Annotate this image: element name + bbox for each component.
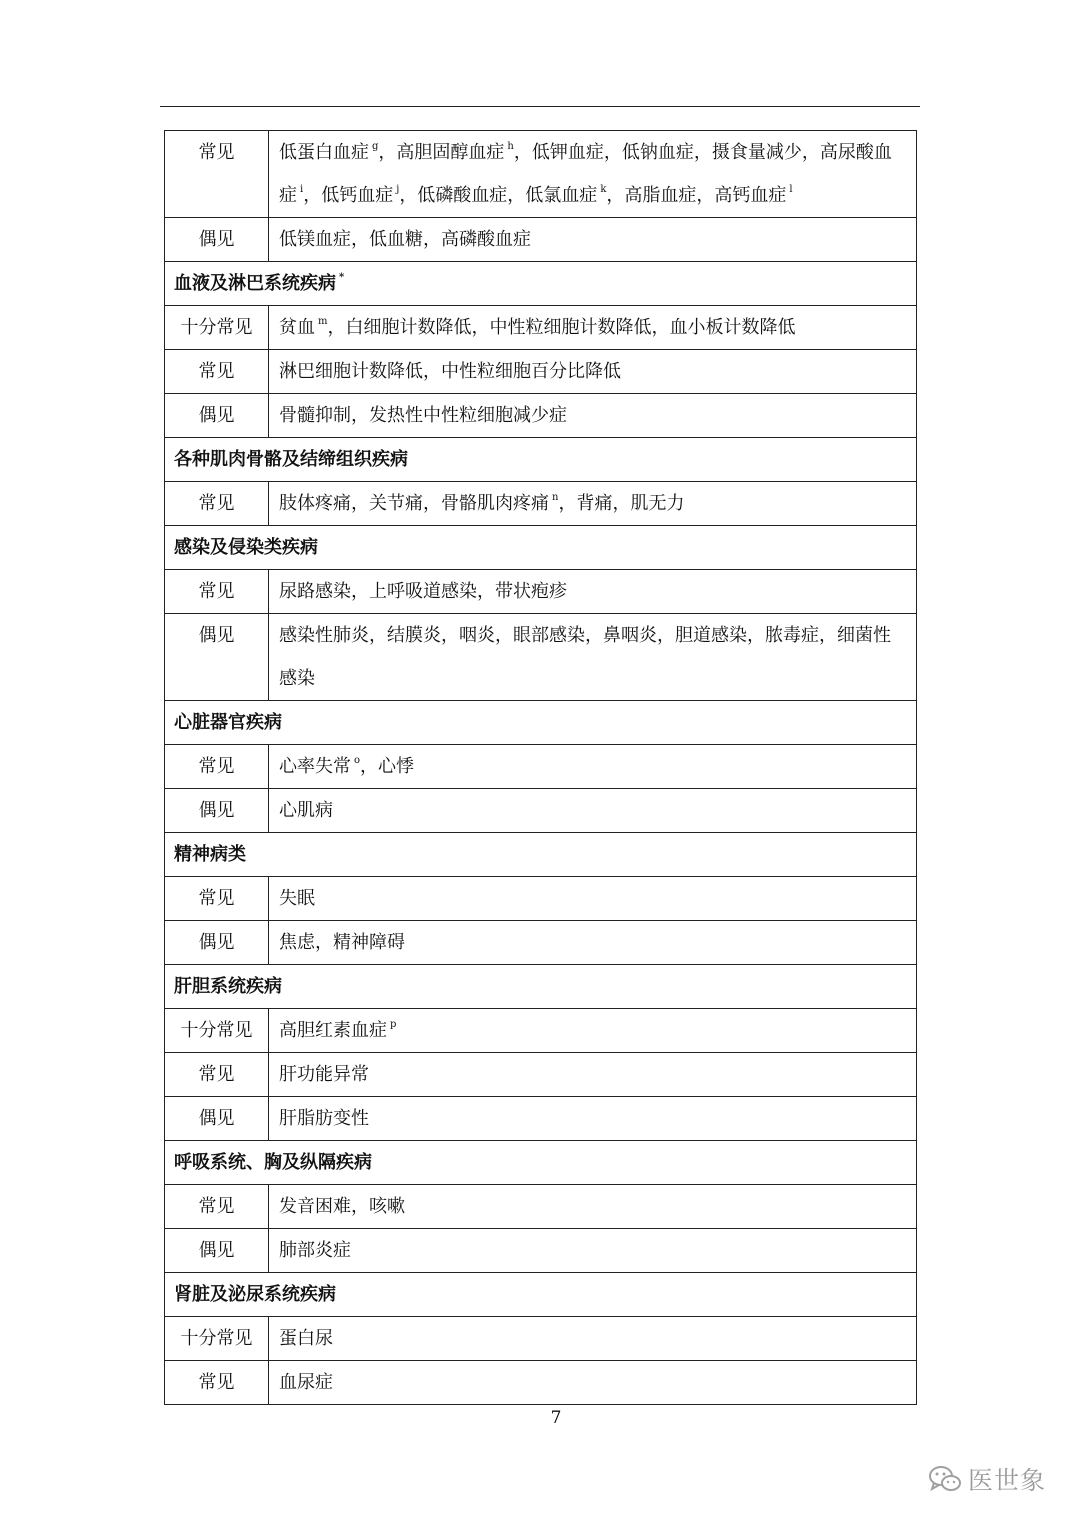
frequency-cell: 常见: [165, 745, 269, 789]
footnote-marker: j: [396, 184, 400, 195]
frequency-cell: 常见: [165, 877, 269, 921]
header-rule: [160, 106, 920, 107]
table-row: [165, 131, 917, 218]
category-cell: [165, 1141, 917, 1185]
terms-cell: [269, 1009, 917, 1053]
footnote-marker: k: [600, 184, 607, 195]
term-text: 心率失常: [279, 756, 351, 777]
term-text: ，背痛，肌无力: [558, 493, 685, 514]
term-text: ，高胆固醇血症: [378, 142, 505, 163]
term-text: 骨髓抑制，发热性中性粒细胞减少症: [279, 405, 567, 426]
category-cell: [165, 833, 917, 877]
terms-cell: [269, 482, 917, 526]
frequency-cell: 偶见: [165, 218, 269, 262]
term-text: 尿路感染，上呼吸道感染，带状疱疹: [279, 581, 567, 602]
table-row: [165, 789, 917, 833]
table-row: [165, 1229, 917, 1273]
footnote-marker: g: [372, 141, 379, 152]
term-text: 肺部炎症: [279, 1240, 351, 1261]
term-text: 淋巴细胞计数降低，中性粒细胞百分比降低: [279, 361, 621, 382]
terms-cell: [269, 877, 917, 921]
term-text: ，低钾血症，低钠血症，摄食量减少，高尿酸血症: [279, 142, 892, 206]
page-number: 7: [550, 1408, 562, 1428]
table-row: [165, 306, 917, 350]
terms-cell: [269, 570, 917, 614]
table-row: [165, 218, 917, 262]
category-row: [165, 262, 917, 306]
terms-cell: [269, 306, 917, 350]
table-row: [165, 1009, 917, 1053]
table-row: [165, 877, 917, 921]
term-text: 高胆红素血症: [279, 1020, 387, 1041]
footnote-marker: m: [318, 316, 328, 327]
table-row: [165, 570, 917, 614]
term-text: 肝功能异常: [279, 1064, 369, 1085]
watermark-text: 医世象: [968, 1466, 1047, 1495]
terms-cell: [269, 1361, 917, 1405]
footnote-marker: l: [789, 184, 793, 195]
category-row: [165, 965, 917, 1009]
term-text: 低镁血症，低血糖，高磷酸血症: [279, 229, 531, 250]
table-row: [165, 745, 917, 789]
table-row: [165, 482, 917, 526]
term-text: 失眠: [279, 888, 315, 909]
term-text: 肾脏及泌尿系统疾病: [174, 1284, 336, 1305]
frequency-cell: 偶见: [165, 1229, 269, 1273]
term-text: ，低钙血症: [303, 185, 394, 206]
frequency-cell: 常见: [165, 1053, 269, 1097]
frequency-cell: 偶见: [165, 1097, 269, 1141]
category-cell: [165, 526, 917, 570]
category-cell: [165, 438, 917, 482]
footnote-marker: *: [339, 272, 345, 283]
footnote-marker: i: [300, 184, 304, 195]
table-row: [165, 921, 917, 965]
term-text: ，高脂血症，高钙血症: [606, 185, 787, 206]
frequency-cell: 十分常见: [165, 1009, 269, 1053]
frequency-cell: 偶见: [165, 789, 269, 833]
frequency-cell: 常见: [165, 482, 269, 526]
term-text: 发音困难，咳嗽: [279, 1196, 405, 1217]
category-row: [165, 701, 917, 745]
table-row: [165, 1053, 917, 1097]
terms-cell: [269, 921, 917, 965]
table-row: [165, 394, 917, 438]
frequency-cell: 偶见: [165, 614, 269, 701]
category-row: [165, 833, 917, 877]
footnote-marker: n: [552, 492, 559, 503]
terms-cell: [269, 131, 917, 218]
terms-cell: [269, 394, 917, 438]
frequency-cell: 常见: [165, 570, 269, 614]
footnote-marker: o: [354, 755, 361, 766]
frequency-cell: 常见: [165, 1361, 269, 1405]
table-row: [165, 1361, 917, 1405]
term-text: 各种肌肉骨骼及结缔组织疾病: [174, 449, 408, 470]
category-cell: [165, 965, 917, 1009]
term-text: 肝胆系统疾病: [174, 976, 282, 997]
footnote-marker: p: [390, 1019, 397, 1030]
category-cell: [165, 262, 917, 306]
frequency-cell: 十分常见: [165, 1317, 269, 1361]
term-text: 血液及淋巴系统疾病: [174, 273, 336, 294]
terms-cell: [269, 350, 917, 394]
wechat-icon: [928, 1464, 962, 1494]
terms-cell: [269, 1185, 917, 1229]
term-text: ，白细胞计数降低，中性粒细胞计数降低，血小板计数降低: [327, 317, 796, 338]
category-row: [165, 1273, 917, 1317]
table-row: [165, 1097, 917, 1141]
term-text: 贫血: [279, 317, 315, 338]
frequency-cell: 偶见: [165, 921, 269, 965]
adverse-reaction-table: [164, 130, 917, 1405]
terms-cell: [269, 1053, 917, 1097]
frequency-cell: 常见: [165, 131, 269, 218]
term-text: 感染性肺炎，结膜炎，咽炎，眼部感染，鼻咽炎，胆道感染，脓毒症，细菌性感染: [279, 625, 891, 689]
watermark: [928, 1459, 1046, 1499]
frequency-cell: 常见: [165, 350, 269, 394]
table-row: [165, 1317, 917, 1361]
table-body: [165, 131, 917, 1405]
terms-cell: [269, 745, 917, 789]
term-text: 肢体疼痛，关节痛，骨骼肌肉疼痛: [279, 493, 549, 514]
term-text: 精神病类: [174, 844, 246, 865]
terms-cell: [269, 789, 917, 833]
term-text: 心脏器官疾病: [174, 712, 282, 733]
term-text: 血尿症: [279, 1372, 333, 1393]
term-text: 呼吸系统、胸及纵隔疾病: [174, 1152, 372, 1173]
term-text: 焦虑，精神障碍: [279, 932, 405, 953]
terms-cell: [269, 218, 917, 262]
terms-cell: [269, 614, 917, 701]
category-cell: [165, 701, 917, 745]
table-row: [165, 614, 917, 701]
term-text: ，低磷酸血症，低氯血症: [399, 185, 598, 206]
category-row: [165, 1141, 917, 1185]
category-cell: [165, 1273, 917, 1317]
frequency-cell: 十分常见: [165, 306, 269, 350]
terms-cell: [269, 1317, 917, 1361]
table-row: [165, 1185, 917, 1229]
term-text: 肝脂肪变性: [279, 1108, 369, 1129]
category-row: [165, 438, 917, 482]
term-text: ，心悸: [360, 756, 415, 777]
frequency-cell: 偶见: [165, 394, 269, 438]
term-text: 心肌病: [279, 800, 333, 821]
terms-cell: [269, 1229, 917, 1273]
terms-cell: [269, 1097, 917, 1141]
term-text: 低蛋白血症: [279, 142, 369, 163]
footnote-marker: h: [507, 141, 514, 152]
frequency-cell: 常见: [165, 1185, 269, 1229]
category-row: [165, 526, 917, 570]
table-row: [165, 350, 917, 394]
term-text: 感染及侵染类疾病: [174, 537, 318, 558]
term-text: 蛋白尿: [279, 1328, 333, 1349]
